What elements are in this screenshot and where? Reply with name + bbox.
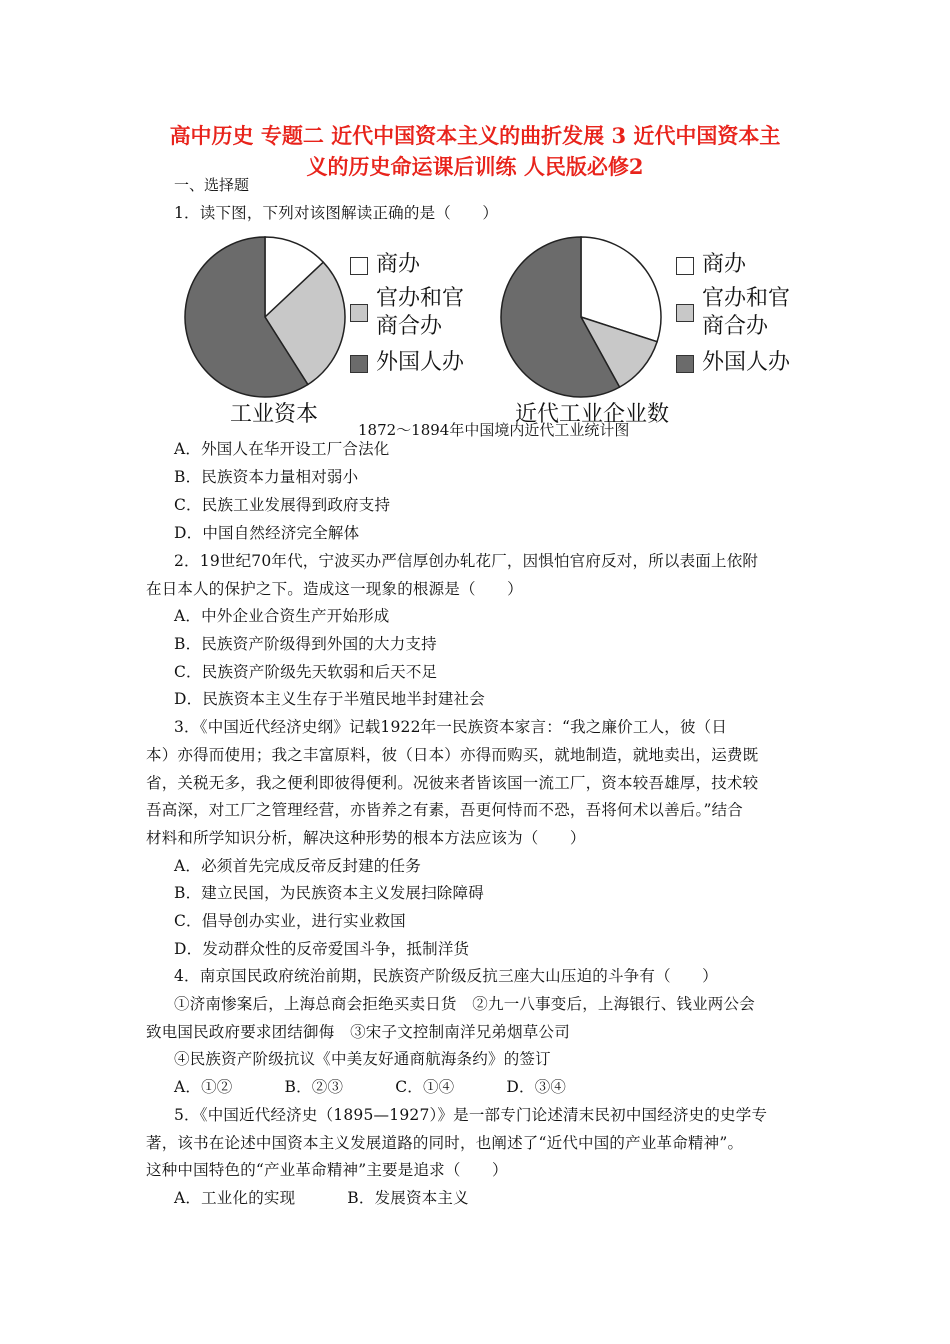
section-heading: 一、选择题: [174, 176, 250, 194]
q1-option-d: D．中国自然经济完全解体: [174, 524, 360, 542]
q4-option-d: D．③④: [506, 1078, 567, 1096]
question-3-line-3: 省，关税无多，我之便利即彼得便利。况彼来者皆该国一流工厂，资本较吾雄厚，技术较: [146, 774, 759, 792]
legend-swatch-foreign: [350, 355, 368, 373]
question-3-line-2: 本）亦得而使用；我之丰富原料，彼（日本）亦得而购买，就地制造，就地卖出，运费既: [146, 746, 759, 764]
q5-option-a: A．工业化的实现: [174, 1189, 296, 1207]
legend-right: [676, 246, 826, 406]
question-2-line-1: 2．19世纪70年代，宁波买办严信厚创办轧花厂，因惧怕官府反对，所以表面上依附: [174, 552, 759, 570]
q4-option-c: C．①④: [395, 1078, 455, 1096]
chart-caption: 1872～1894年中国境内近代工业统计图: [358, 421, 630, 439]
question-4-items-line-2: 致电国民政府要求团结御侮 ③宋子文控制南洋兄弟烟草公司: [146, 1023, 570, 1041]
q3-option-d: D．发动群众性的反帝爱国斗争，抵制洋货: [174, 940, 470, 958]
legend-swatch-private: [676, 257, 694, 275]
q1-option-a: A．外国人在华开设工厂合法化: [174, 440, 390, 458]
q4-option-b: B．②③: [284, 1078, 344, 1096]
q1-option-c: C．民族工业发展得到政府支持: [174, 496, 391, 514]
q3-option-c: C．倡导创办实业，进行实业救国: [174, 912, 406, 930]
question-3-line-5: 材料和所学知识分析，解决这种形势的根本方法应该为（ ）: [146, 829, 586, 847]
legend-swatch-official: [676, 304, 694, 322]
q5-option-b: B．发展资本主义: [347, 1189, 469, 1207]
pie-chart-industrial-capital: [180, 232, 350, 402]
q4-options-row: [174, 1075, 566, 1097]
q1-option-b: B．民族资本力量相对弱小: [174, 468, 359, 486]
question-2-line-2: 在日本人的保护之下。造成这一现象的根源是（ ）: [146, 580, 523, 598]
q2-option-d: D．民族资本主义生存于半殖民地半封建社会: [174, 690, 485, 708]
question-3-line-4: 吾高深，对工厂之管理经营，亦皆养之有素，吾更何恃而不恐，吾将何术以善后。”结合: [146, 801, 743, 819]
q2-option-c: C．民族资产阶级先天软弱和后天不足: [174, 663, 438, 681]
page-title: [120, 120, 830, 182]
legend-swatch-private: [350, 257, 368, 275]
q2-option-a: A．中外企业合资生产开始形成: [174, 607, 390, 625]
q2-option-b: B．民族资产阶级得到外国的大力支持: [174, 635, 437, 653]
question-4-items-line-3: ④民族资产阶级抗议《中美友好通商航海条约》的签订: [174, 1050, 551, 1068]
legend-left: [350, 246, 500, 406]
question-4-stem: 4．南京国民政府统治前期，民族资产阶级反抗三座大山压迫的斗争有（ ）: [174, 967, 718, 985]
legend-label-official-2: 商合办: [376, 314, 443, 339]
legend-label-foreign: 外国人办: [376, 350, 465, 375]
title-line-1: 高中历史 专题二 近代中国资本主义的曲折发展 3 近代中国资本主: [169, 123, 781, 148]
q4-option-a: A．①②: [174, 1078, 233, 1096]
pie-label-industrial-capital: 工业资本: [230, 402, 319, 427]
q3-option-b: B．建立民国，为民族资本主义发展扫除障碍: [174, 884, 484, 902]
legend-label-official-2: 商合办: [702, 314, 769, 339]
question-5-line-2: 著，该书在论述中国资本主义发展道路的同时，也阐述了“近代中国的产业革命精神”。: [146, 1134, 744, 1152]
legend-swatch-foreign: [676, 355, 694, 373]
legend-label-private: 商办: [702, 252, 747, 277]
q3-option-a: A．必须首先完成反帝反封建的任务: [174, 857, 421, 875]
question-3-line-1: 3．《中国近代经济史纲》记载1922年一民族资本家言：“我之廉价工人，彼（日: [174, 718, 728, 736]
question-4-items-line-1: ①济南惨案后，上海总商会拒绝买卖日货 ②九一八事变后，上海银行、钱业两公会: [174, 995, 755, 1013]
question-5-line-1: 5．《中国近代经济史（1895—1927）》是一部专门论述清末民初中国经济史的史学专: [174, 1106, 768, 1124]
legend-label-official-1: 官办和官: [702, 286, 791, 311]
legend-swatch-official: [350, 304, 368, 322]
pie-label-enterprise-count: 近代工业企业数: [515, 402, 670, 427]
question-5-line-3: 这种中国特色的“产业革命精神”主要是追求（ ）: [146, 1161, 508, 1179]
q5-options-row: [174, 1186, 469, 1208]
pie-chart-figure: [180, 222, 791, 442]
legend-label-private: 商办: [376, 252, 421, 277]
question-1-stem: 1．读下图，下列对该图解读正确的是（ ）: [174, 204, 499, 222]
legend-label-foreign: 外国人办: [702, 350, 791, 375]
legend-label-official-1: 官办和官: [376, 286, 465, 311]
title-line-2: 义的历史命运课后训练 人民版必修2: [306, 154, 644, 179]
pie-chart-enterprise-count: [496, 232, 666, 402]
